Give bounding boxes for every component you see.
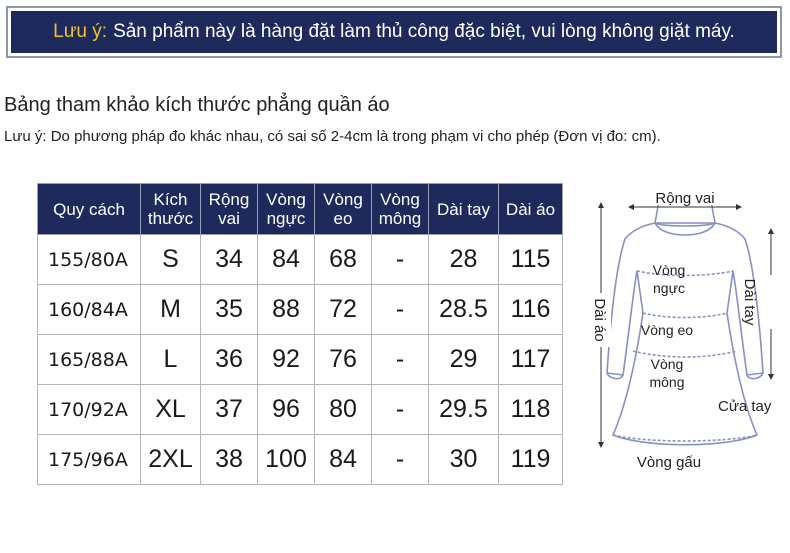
length-label: Dài áo: [591, 298, 608, 342]
header-hip: [372, 184, 429, 235]
header-sleeve: [429, 184, 499, 235]
cell-length: 117: [499, 335, 563, 385]
shoulder-label: Rộng vai: [655, 190, 715, 207]
header-shoulder: [201, 184, 258, 235]
header-line: Dài áo: [505, 199, 556, 219]
cell-chest: 96: [258, 385, 315, 435]
notice-banner: [6, 6, 782, 58]
cell-spec: 175/96A: [38, 435, 141, 485]
hip-label-line1: Vòng: [650, 356, 684, 372]
cell-shoulder: 35: [201, 285, 258, 335]
cell-length: 115: [499, 235, 563, 285]
cell-waist: 84: [315, 435, 372, 485]
cell-hip: -: [372, 335, 429, 385]
sleeve-label-bg: [761, 275, 781, 329]
header-line: vai: [218, 209, 240, 228]
size-table: [37, 183, 563, 485]
waist-label: Vòng eo: [640, 322, 694, 338]
cell-sleeve: 29.5: [429, 385, 499, 435]
cell-shoulder: 34: [201, 235, 258, 285]
header-waist: [315, 184, 372, 235]
cell-hip: -: [372, 235, 429, 285]
header-length: [499, 184, 563, 235]
cell-size: S: [141, 235, 201, 285]
measurement-note: Lưu ý: Do phương pháp đo khác nhau, có sai số 2-4cm là trong phạm vi cho phép (Đơn vị đo: cm).: [4, 128, 661, 145]
cell-spec: 170/92A: [38, 385, 141, 435]
cell-waist: 76: [315, 335, 372, 385]
header-line: Vòng: [380, 190, 420, 209]
cell-shoulder: 37: [201, 385, 258, 435]
cell-shoulder: 38: [201, 435, 258, 485]
cell-waist: 80: [315, 385, 372, 435]
header-line: Vòng: [266, 190, 306, 209]
header-spec: [38, 184, 141, 235]
size-table-header-row: [38, 184, 563, 235]
cell-spec: 165/88A: [38, 335, 141, 385]
cell-hip: -: [372, 435, 429, 485]
header-line: thước: [147, 209, 194, 228]
chest-label-line2: ngực: [653, 280, 685, 296]
cell-size: 2XL: [141, 435, 201, 485]
table-row: [38, 285, 563, 335]
cell-sleeve: 30: [429, 435, 499, 485]
cell-sleeve: 28.5: [429, 285, 499, 335]
cell-spec: 160/84A: [38, 285, 141, 335]
cell-hip: -: [372, 285, 429, 335]
header-line: Rộng: [208, 190, 250, 209]
header-size: [141, 184, 201, 235]
cell-sleeve: 29: [429, 335, 499, 385]
cuff-label: Cửa tay: [718, 398, 772, 415]
cell-size: L: [141, 335, 201, 385]
notice-banner-inner: [11, 11, 777, 53]
hip-label-line2: mông: [649, 374, 685, 390]
header-line: ngực: [266, 209, 306, 228]
header-chest: [258, 184, 315, 235]
sleeve-label: Dài tay: [741, 278, 758, 326]
notice-label: Lưu ý:: [53, 21, 108, 42]
table-row: [38, 435, 563, 485]
cell-waist: 68: [315, 235, 372, 285]
chest-label-line1: Vòng: [652, 262, 686, 278]
cell-length: 119: [499, 435, 563, 485]
table-row: [38, 385, 563, 435]
cell-hip: -: [372, 385, 429, 435]
cell-chest: 92: [258, 335, 315, 385]
cell-size: XL: [141, 385, 201, 435]
table-row: [38, 235, 563, 285]
cell-chest: 100: [258, 435, 315, 485]
garment-measurement-diagram: [585, 183, 785, 483]
header-line: mông: [378, 209, 422, 228]
cell-length: 116: [499, 285, 563, 335]
cell-spec: 155/80A: [38, 235, 141, 285]
cell-sleeve: 28: [429, 235, 499, 285]
table-row: [38, 335, 563, 385]
header-line: Dài tay: [437, 199, 490, 219]
header-line: eo: [333, 209, 353, 228]
hem-label: Vòng gấu: [636, 454, 702, 471]
size-chart-title: Bảng tham khảo kích thước phẳng quần áo: [4, 94, 390, 116]
cell-length: 118: [499, 385, 563, 435]
header-line: Kích: [153, 190, 188, 209]
cell-chest: 84: [258, 235, 315, 285]
cell-shoulder: 36: [201, 335, 258, 385]
header-line: Vòng: [323, 190, 363, 209]
cell-size: M: [141, 285, 201, 335]
notice-text: Sản phẩm này là hàng đặt làm thủ công đặc biệt, vui lòng không giặt máy.: [113, 21, 735, 42]
header-line: Quy cách: [53, 199, 125, 219]
cell-chest: 88: [258, 285, 315, 335]
cell-waist: 72: [315, 285, 372, 335]
